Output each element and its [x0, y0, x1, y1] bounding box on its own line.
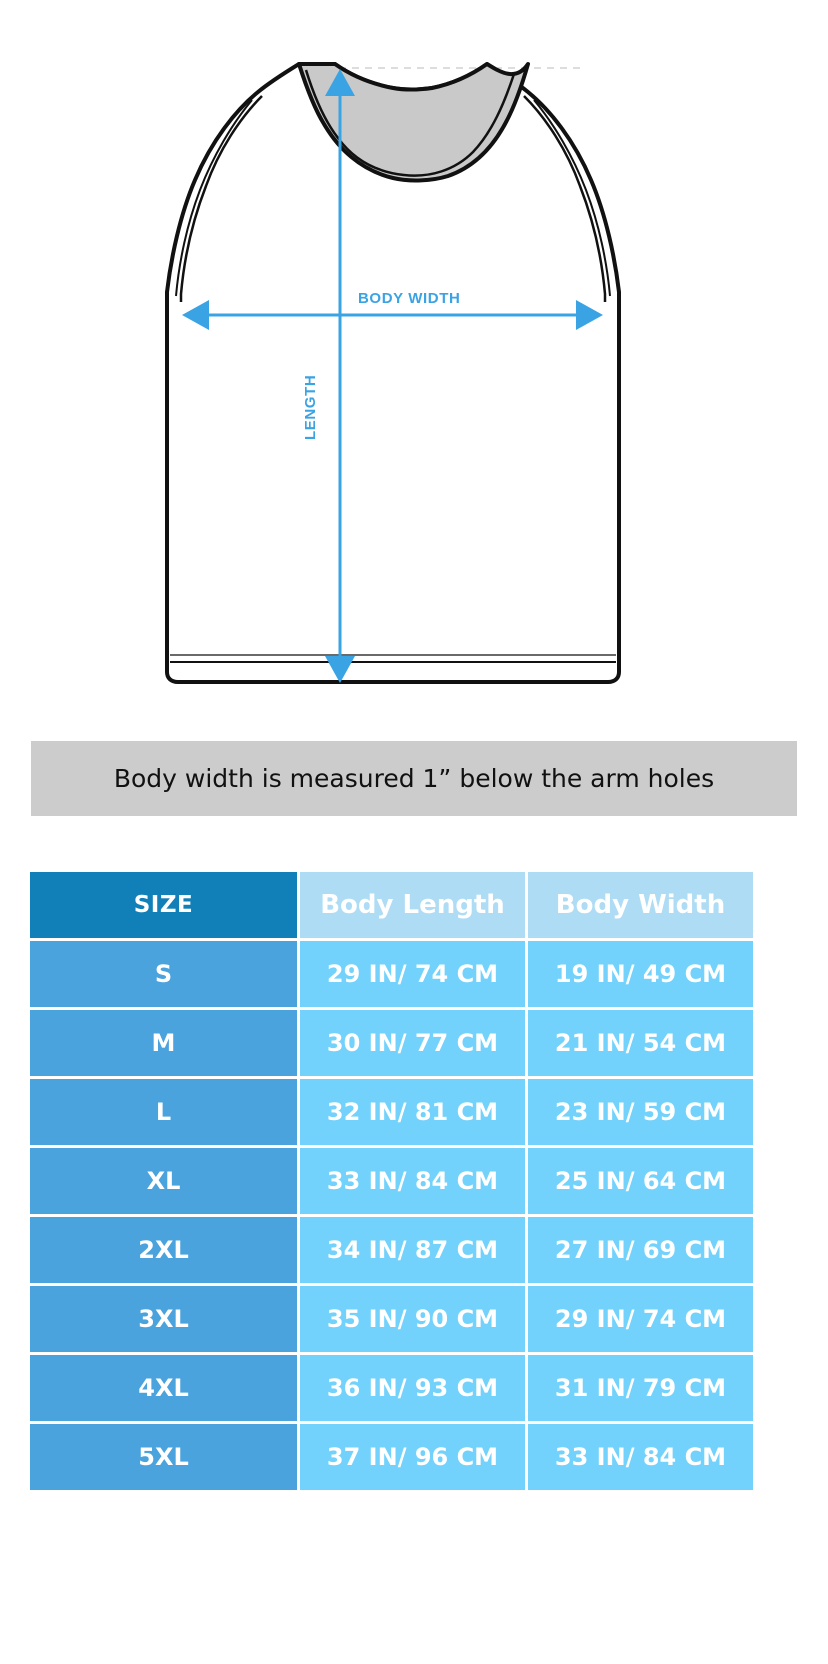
table-header	[30, 872, 753, 938]
cell-size: 2XL	[30, 1217, 297, 1283]
table-header-row	[30, 872, 753, 938]
header-body-length: Body Length	[300, 872, 525, 938]
table-row	[30, 941, 753, 1007]
table-row	[30, 1355, 753, 1421]
cell-body-length: 37 IN/ 96 CM	[300, 1424, 525, 1490]
cell-body-length: 34 IN/ 87 CM	[300, 1217, 525, 1283]
cell-body-length: 33 IN/ 84 CM	[300, 1148, 525, 1214]
tank-top-drawing	[0, 0, 828, 715]
table-row	[30, 1217, 753, 1283]
cell-size: M	[30, 1010, 297, 1076]
measurement-note-bar	[31, 741, 797, 816]
header-size: SIZE	[30, 872, 297, 938]
measurement-note-text: Body width is measured 1” below the arm holes	[113, 764, 715, 793]
body-width-label: BODY WIDTH	[358, 290, 461, 307]
cell-size: 3XL	[30, 1286, 297, 1352]
cell-size: L	[30, 1079, 297, 1145]
cell-size: 5XL	[30, 1424, 297, 1490]
cell-body-width: 33 IN/ 84 CM	[528, 1424, 753, 1490]
cell-body-width: 29 IN/ 74 CM	[528, 1286, 753, 1352]
cell-body-length: 29 IN/ 74 CM	[300, 941, 525, 1007]
cell-body-width: 25 IN/ 64 CM	[528, 1148, 753, 1214]
cell-size: 4XL	[30, 1355, 297, 1421]
header-body-width: Body Width	[528, 872, 753, 938]
cell-size: S	[30, 941, 297, 1007]
cell-body-length: 30 IN/ 77 CM	[300, 1010, 525, 1076]
cell-body-length: 36 IN/ 93 CM	[300, 1355, 525, 1421]
table-row	[30, 1286, 753, 1352]
table-body	[30, 941, 753, 1490]
cell-body-width: 31 IN/ 79 CM	[528, 1355, 753, 1421]
cell-body-length: 32 IN/ 81 CM	[300, 1079, 525, 1145]
cell-body-width: 19 IN/ 49 CM	[528, 941, 753, 1007]
tank-top-illustration	[0, 0, 828, 715]
size-chart-table	[27, 869, 756, 1493]
cell-body-width: 21 IN/ 54 CM	[528, 1010, 753, 1076]
cell-size: XL	[30, 1148, 297, 1214]
cell-body-width: 27 IN/ 69 CM	[528, 1217, 753, 1283]
table-row	[30, 1079, 753, 1145]
length-label: LENGTH	[302, 374, 319, 440]
table-row	[30, 1148, 753, 1214]
table-row	[30, 1424, 753, 1490]
table-row	[30, 1010, 753, 1076]
cell-body-width: 23 IN/ 59 CM	[528, 1079, 753, 1145]
cell-body-length: 35 IN/ 90 CM	[300, 1286, 525, 1352]
